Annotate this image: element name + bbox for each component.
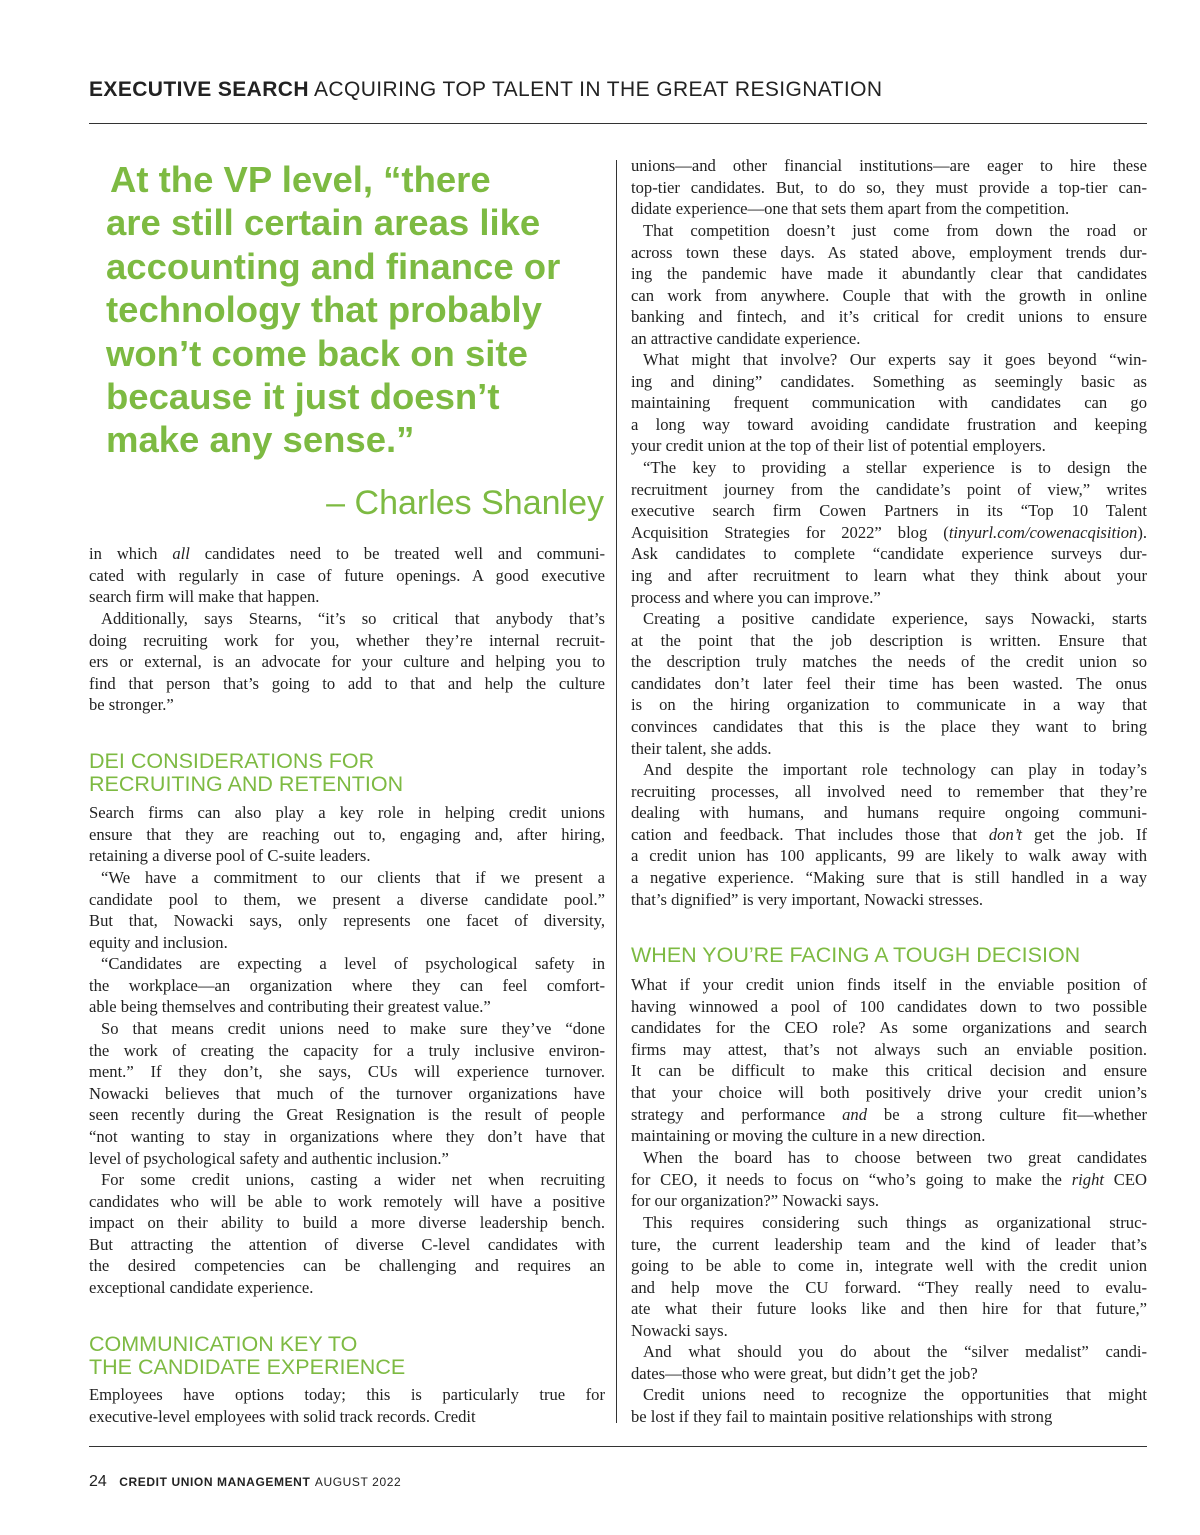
subhead-line: RECRUITING AND RETENTION [89, 772, 404, 796]
text-line [631, 522, 1147, 544]
body-paragraph [631, 608, 1147, 759]
body-paragraph [631, 1147, 1147, 1212]
text-line: For some credit unions, casting a wider net when recruiting [101, 1170, 605, 1189]
text-line: maintaining frequent communication with candidates can go [631, 393, 1147, 413]
text-line: ment.” If they don’t, she says, CUs will experience turnover. [89, 1062, 605, 1082]
text-segment: in which [89, 544, 173, 563]
text-line: level of psychological safety and authentic inclusion.” [89, 1148, 449, 1168]
body-paragraph [89, 802, 605, 867]
body-paragraph [89, 867, 605, 953]
text-line: executive search firm Cowen Partners in its “Top 10 Talent [631, 501, 1147, 521]
emphasis-text: tinyurl.com/cowenacqisition [948, 522, 1138, 542]
body-paragraph [631, 155, 1147, 220]
text-line: recruiting processes, all involved need to remember that they’re [631, 781, 1147, 801]
body-paragraph [631, 349, 1147, 457]
text-line: unions—and other financial institutions—are eager to hire these [631, 156, 1147, 175]
text-line: “The key to providing a stellar experience is to design the [643, 458, 1147, 477]
text-line: didate experience—one that sets them apart from the competition. [631, 199, 1070, 219]
text-line: having winnowed a pool of 100 candidates down to two possible [631, 996, 1147, 1016]
column-divider [616, 160, 617, 1423]
subhead-line: WHEN YOU’RE FACING A TOUGH DECISION [631, 943, 1081, 967]
body-paragraph [89, 1169, 605, 1299]
text-line: retaining a diverse pool of C-suite leaders. [89, 846, 371, 866]
body-paragraph [631, 457, 1147, 608]
text-line: “Candidates are expecting a level of psychological safety in [101, 954, 605, 973]
text-line: a long way toward avoiding candidate frustration and keeping [631, 414, 1147, 434]
text-line: So that means credit unions need to make sure they’ve “done [101, 1019, 605, 1038]
body-paragraph [89, 953, 605, 1018]
text-segment: CEO [1104, 1169, 1147, 1189]
text-line: But that, Nowacki says, only represents one facet of diversity, [89, 911, 605, 931]
pull-quote-line: are still certain areas like [106, 202, 541, 244]
text-line: the workplace—an organization where they can feel comfort- [89, 975, 605, 995]
text-line: firms may attest, that’s not always such an enviable position. [631, 1039, 1147, 1059]
page-footer [89, 1473, 401, 1491]
text-line: Employees have options today; this is particularly true for [89, 1385, 605, 1404]
subhead-tough-decision [631, 944, 1080, 967]
text-line: ture, the current leadership team and the kind of leader that’s [631, 1234, 1147, 1254]
text-line: across town these days. As stated above, employment trends dur- [631, 242, 1147, 262]
text-line: doing recruiting work for you, whether they’re internal recruit- [89, 630, 605, 650]
text-line: ing the pandemic have made it abundantly clear that candidates [631, 264, 1147, 284]
magazine-name: CREDIT UNION MANAGEMENT [119, 1475, 311, 1489]
text-line: a negative experience. “Making sure that is still handled in a way [631, 867, 1147, 887]
text-line: process and where you can improve.” [631, 587, 881, 607]
emphasis-text: and [842, 1104, 867, 1124]
text-line: maintaining or moving the culture in a new direction. [631, 1126, 986, 1146]
text-line: recruitment journey from the candidate’s point of view,” writes [631, 479, 1147, 499]
article-title: ACQUIRING TOP TALENT IN THE GREAT RESIGNATION [314, 78, 883, 101]
text-line: ing and dining” candidates. Something as seemingly basic as [631, 371, 1147, 391]
emphasis-text: don’t [988, 824, 1023, 844]
text-line: at the point that the job description is written. Ensure that [631, 630, 1147, 650]
text-line: Credit unions need to recognize the opportunities that might [643, 1385, 1147, 1404]
footer-rule [89, 1446, 1147, 1447]
text-line [631, 1104, 1147, 1126]
text-line: search firm will make that happen. [89, 587, 320, 607]
text-segment: cation and feedback. That includes those that [631, 824, 989, 844]
text-line [631, 1169, 1147, 1191]
text-segment: be a strong culture fit—whether [867, 1104, 1147, 1124]
subhead-line: DEI CONSIDERATIONS FOR [89, 749, 375, 773]
pull-quote-line: won’t come back on site [106, 332, 528, 374]
text-line: your credit union at the top of their list of potential employers. [631, 436, 1046, 456]
text-segment: get the job. If [1022, 824, 1147, 844]
emphasis-text: right [1071, 1169, 1104, 1189]
text-line: for our organization?” Nowacki says. [631, 1191, 880, 1211]
text-line: Search firms can also play a key role in helping credit unions [89, 803, 605, 822]
body-paragraph [89, 1018, 605, 1169]
text-line: This requires considering such things as organizational struc- [643, 1213, 1147, 1232]
text-line: the desired competencies can be challenging and requires an [89, 1256, 605, 1276]
text-line: What if your credit union finds itself in the enviable position of [631, 975, 1147, 994]
text-line: going to be able to come in, integrate well with the credit union [631, 1256, 1147, 1276]
text-line: equity and inclusion. [89, 932, 228, 952]
issue-date: AUGUST 2022 [314, 1475, 402, 1489]
text-line: the work of creating the capacity for a truly inclusive environ- [89, 1040, 605, 1060]
text-line [89, 543, 605, 565]
text-line: candidate pool to them, we present a diverse candidate pool.” [89, 889, 605, 909]
pull-quote [106, 158, 606, 462]
text-line: Nowacki says. [631, 1320, 728, 1340]
text-line: that your choice will both positively drive your credit union’s [631, 1082, 1147, 1102]
section-label: EXECUTIVE SEARCH [89, 78, 309, 101]
pull-quote-line: technology that probably [106, 289, 542, 331]
pull-quote-line: At the VP level, “there [110, 159, 491, 200]
body-paragraph [631, 220, 1147, 350]
text-line: ensure that they are reaching out to, engaging and, after hiring, [89, 824, 605, 844]
body-paragraph [631, 1384, 1147, 1427]
text-line: convinces candidates that this is the place they want to bring [631, 716, 1147, 736]
text-line: candidates for the CEO role? As some organizations and search [631, 1018, 1147, 1038]
text-line: “not wanting to stay in organizations where they don’t have that [89, 1126, 605, 1146]
text-line: their talent, she adds. [631, 738, 772, 758]
body-paragraph [631, 1341, 1147, 1384]
page-number: 24 [89, 1473, 107, 1490]
text-segment: ). [1137, 522, 1147, 542]
text-line: “We have a commitment to our clients that if we present a [101, 868, 605, 887]
text-line: and help move the CU forward. “They really need to evalu- [631, 1277, 1147, 1297]
text-line: able being themselves and contributing their greatest value.” [89, 997, 491, 1017]
pull-quote-line: accounting and finance or [106, 245, 561, 287]
text-segment: for CEO, it needs to focus on “who’s going to make the [631, 1169, 1072, 1189]
text-line: the description truly matches the needs of the credit union so [631, 652, 1147, 672]
text-line: cated with regularly in case of future openings. A good executive [89, 565, 605, 585]
body-paragraph [631, 1212, 1147, 1342]
text-line: Creating a positive candidate experience, says Nowacki, starts [643, 609, 1147, 628]
text-line: But attracting the attention of diverse C-level candidates with [89, 1234, 605, 1254]
text-line: dealing with humans, and humans require ongoing communi- [631, 803, 1147, 823]
text-line: impact on their ability to build a more diverse leadership bench. [89, 1213, 605, 1233]
running-header [89, 78, 1149, 102]
subhead-line: COMMUNICATION KEY TO [89, 1332, 358, 1356]
text-line: candidates don’t later feel their time has been wasted. The onus [631, 673, 1147, 693]
pull-quote-line: because it just doesn’t [106, 376, 500, 418]
body-paragraph [631, 974, 1147, 1147]
text-line: that’s dignified” is very important, Nowacki stresses. [631, 889, 984, 909]
subhead-communication [89, 1333, 405, 1379]
text-line: exceptional candidate experience. [89, 1277, 314, 1297]
text-line: be lost if they fail to maintain positive relationships with strong [631, 1406, 1053, 1426]
emphasis-text: all [172, 544, 190, 563]
text-line: banking and fintech, and it’s critical for credit unions to ensure [631, 307, 1147, 327]
subhead-dei [89, 750, 403, 796]
text-segment: strategy and performance [631, 1104, 843, 1124]
text-line: Nowacki believes that much of the turnover organizations have [89, 1083, 605, 1103]
text-line: That competition doesn’t just come from down the road or [643, 221, 1147, 240]
text-line: It can be difficult to make this critical decision and ensure [631, 1061, 1147, 1081]
text-line: a credit union has 100 applicants, 99 are likely to walk away with [631, 846, 1147, 866]
text-line [631, 824, 1147, 846]
body-paragraph [89, 1384, 605, 1427]
text-line: ate what their future looks like and then hire for that future,” [631, 1299, 1147, 1319]
text-line: What might that involve? Our experts say it goes beyond “win- [643, 350, 1147, 369]
subhead-line: THE CANDIDATE EXPERIENCE [89, 1355, 406, 1379]
text-line: candidates who will be able to work remotely will have a positive [89, 1191, 605, 1211]
body-paragraph [631, 759, 1147, 910]
body-paragraph [89, 543, 605, 608]
text-line: And what should you do about the “silver medalist” candi- [643, 1342, 1147, 1361]
text-line: be stronger.” [89, 695, 174, 715]
pull-quote-line: make any sense.” [106, 419, 415, 461]
text-line: Ask candidates to complete “candidate experience surveys dur- [631, 544, 1147, 564]
text-line: executive-level employees with solid track records. Credit [89, 1406, 476, 1426]
text-line: can work from anywhere. Couple that with the growth in online [631, 285, 1147, 305]
header-rule [89, 123, 1147, 124]
text-segment: candidates need to be treated well and communi- [189, 544, 606, 563]
text-line: seen recently during the Great Resignation is the result of people [89, 1105, 605, 1125]
text-segment: Acquisition Strategies for 2022” blog ( [631, 522, 949, 542]
text-line: an attractive candidate experience. [631, 328, 861, 348]
text-line: ing and after recruitment to learn what they think about your [631, 565, 1147, 585]
text-line: And despite the important role technology can play in today’s [643, 760, 1147, 779]
text-line: dates—those who were great, but didn’t get the job? [631, 1363, 978, 1383]
text-line: top-tier candidates. But, to do so, they must provide a top-tier can- [631, 177, 1147, 197]
body-paragraph [89, 608, 605, 716]
text-line: ers or external, is an advocate for your culture and helping you to [89, 652, 605, 672]
pull-quote-attribution: – Charles Shanley [326, 484, 604, 522]
text-line: Additionally, says Stearns, “it’s so critical that anybody that’s [101, 609, 605, 628]
text-line: When the board has to choose between two great candidates [643, 1148, 1147, 1167]
text-line: find that person that’s going to add to that and help the culture [89, 673, 605, 693]
text-line: is on the hiring organization to communicate in a way that [631, 695, 1147, 715]
